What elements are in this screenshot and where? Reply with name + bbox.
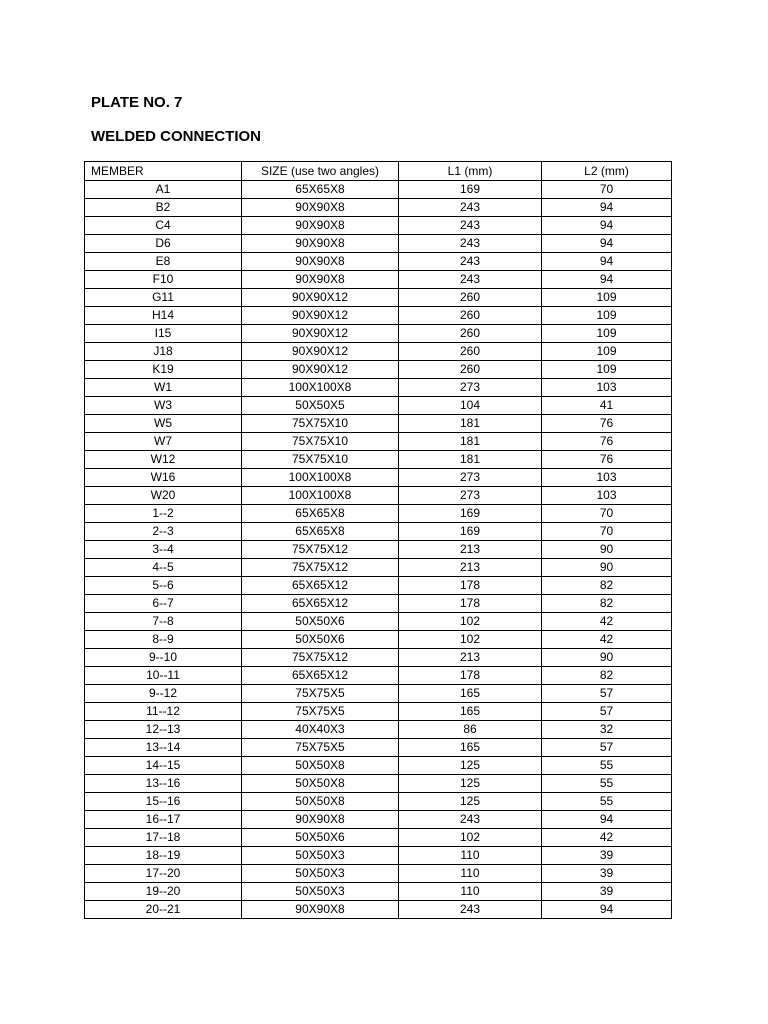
l1-cell: 243 xyxy=(399,217,542,235)
l2-cell: 55 xyxy=(542,775,672,793)
size-cell: 90X90X12 xyxy=(242,289,399,307)
member-cell: D6 xyxy=(85,235,242,253)
table-row xyxy=(85,631,672,649)
table-row xyxy=(85,757,672,775)
l2-cell: 42 xyxy=(542,829,672,847)
l2-cell: 94 xyxy=(542,253,672,271)
member-cell: W1 xyxy=(85,379,242,397)
l1-cell: 243 xyxy=(399,199,542,217)
member-cell: 15--16 xyxy=(85,793,242,811)
size-cell: 90X90X8 xyxy=(242,901,399,919)
l1-cell: 165 xyxy=(399,703,542,721)
l2-cell: 82 xyxy=(542,577,672,595)
l2-cell: 57 xyxy=(542,685,672,703)
l1-cell: 165 xyxy=(399,739,542,757)
l1-cell: 213 xyxy=(399,649,542,667)
l1-cell: 273 xyxy=(399,469,542,487)
member-cell: 18--19 xyxy=(85,847,242,865)
l2-cell: 94 xyxy=(542,217,672,235)
table-row xyxy=(85,361,672,379)
member-cell: 12--13 xyxy=(85,721,242,739)
member-cell: 1--2 xyxy=(85,505,242,523)
table-row xyxy=(85,523,672,541)
l2-cell: 39 xyxy=(542,847,672,865)
table-row xyxy=(85,235,672,253)
member-cell: 11--12 xyxy=(85,703,242,721)
member-cell: A1 xyxy=(85,181,242,199)
table-row xyxy=(85,451,672,469)
member-cell: B2 xyxy=(85,199,242,217)
l1-cell: 169 xyxy=(399,523,542,541)
welded-connection-table xyxy=(84,161,672,919)
l2-cell: 41 xyxy=(542,397,672,415)
member-cell: 6--7 xyxy=(85,595,242,613)
member-cell: 14--15 xyxy=(85,757,242,775)
l2-cell: 109 xyxy=(542,289,672,307)
size-cell: 50X50X3 xyxy=(242,883,399,901)
l1-cell: 104 xyxy=(399,397,542,415)
l2-cell: 90 xyxy=(542,559,672,577)
l2-cell: 55 xyxy=(542,757,672,775)
l1-cell: 169 xyxy=(399,505,542,523)
l2-cell: 103 xyxy=(542,469,672,487)
table-body xyxy=(85,181,672,919)
table-row xyxy=(85,343,672,361)
table-row xyxy=(85,505,672,523)
member-cell: 2--3 xyxy=(85,523,242,541)
size-cell: 50X50X8 xyxy=(242,757,399,775)
table-row xyxy=(85,217,672,235)
table-row xyxy=(85,883,672,901)
table-row xyxy=(85,325,672,343)
size-cell: 75X75X5 xyxy=(242,685,399,703)
member-cell: K19 xyxy=(85,361,242,379)
member-cell: W16 xyxy=(85,469,242,487)
table-row xyxy=(85,829,672,847)
size-cell: 50X50X6 xyxy=(242,613,399,631)
member-cell: 3--4 xyxy=(85,541,242,559)
l1-cell: 260 xyxy=(399,343,542,361)
member-cell: 4--5 xyxy=(85,559,242,577)
l2-cell: 76 xyxy=(542,433,672,451)
l2-cell: 103 xyxy=(542,379,672,397)
l2-cell: 109 xyxy=(542,307,672,325)
size-cell: 50X50X8 xyxy=(242,793,399,811)
size-cell: 65X65X12 xyxy=(242,667,399,685)
l2-cell: 82 xyxy=(542,667,672,685)
member-cell: 19--20 xyxy=(85,883,242,901)
member-cell: W7 xyxy=(85,433,242,451)
table-row xyxy=(85,577,672,595)
l1-cell: 178 xyxy=(399,595,542,613)
table-row xyxy=(85,703,672,721)
size-cell: 90X90X8 xyxy=(242,217,399,235)
table-row xyxy=(85,847,672,865)
member-cell: 8--9 xyxy=(85,631,242,649)
size-cell: 100X100X8 xyxy=(242,379,399,397)
member-cell: 5--6 xyxy=(85,577,242,595)
size-cell: 100X100X8 xyxy=(242,469,399,487)
size-cell: 75X75X10 xyxy=(242,433,399,451)
size-cell: 50X50X8 xyxy=(242,775,399,793)
member-cell: 7--8 xyxy=(85,613,242,631)
size-cell: 75X75X12 xyxy=(242,541,399,559)
member-cell: 9--12 xyxy=(85,685,242,703)
header-member: MEMBER xyxy=(85,162,242,181)
l2-cell: 82 xyxy=(542,595,672,613)
l1-cell: 273 xyxy=(399,379,542,397)
l1-cell: 102 xyxy=(399,631,542,649)
member-cell: C4 xyxy=(85,217,242,235)
l2-cell: 109 xyxy=(542,325,672,343)
size-cell: 90X90X8 xyxy=(242,811,399,829)
member-cell: W5 xyxy=(85,415,242,433)
size-cell: 65X65X8 xyxy=(242,523,399,541)
size-cell: 65X65X12 xyxy=(242,595,399,613)
member-cell: 13--14 xyxy=(85,739,242,757)
l1-cell: 181 xyxy=(399,433,542,451)
member-cell: F10 xyxy=(85,271,242,289)
size-cell: 90X90X8 xyxy=(242,253,399,271)
l2-cell: 70 xyxy=(542,505,672,523)
table-row xyxy=(85,649,672,667)
plate-title: PLATE NO. 7 xyxy=(91,94,183,111)
size-cell: 90X90X8 xyxy=(242,199,399,217)
l2-cell: 76 xyxy=(542,415,672,433)
size-cell: 50X50X6 xyxy=(242,631,399,649)
l1-cell: 243 xyxy=(399,271,542,289)
member-cell: 13--16 xyxy=(85,775,242,793)
member-cell: W20 xyxy=(85,487,242,505)
l1-cell: 178 xyxy=(399,667,542,685)
l2-cell: 109 xyxy=(542,361,672,379)
table-row xyxy=(85,559,672,577)
table-row xyxy=(85,865,672,883)
l1-cell: 243 xyxy=(399,253,542,271)
table-row xyxy=(85,793,672,811)
table-row xyxy=(85,487,672,505)
member-cell: 9--10 xyxy=(85,649,242,667)
size-cell: 65X65X12 xyxy=(242,577,399,595)
size-cell: 90X90X8 xyxy=(242,271,399,289)
l2-cell: 39 xyxy=(542,883,672,901)
l1-cell: 260 xyxy=(399,361,542,379)
size-cell: 90X90X12 xyxy=(242,325,399,343)
l2-cell: 94 xyxy=(542,811,672,829)
size-cell: 75X75X12 xyxy=(242,559,399,577)
size-cell: 65X65X8 xyxy=(242,181,399,199)
l1-cell: 110 xyxy=(399,847,542,865)
l2-cell: 42 xyxy=(542,631,672,649)
member-cell: 16--17 xyxy=(85,811,242,829)
l1-cell: 110 xyxy=(399,865,542,883)
l2-cell: 94 xyxy=(542,901,672,919)
l2-cell: 94 xyxy=(542,271,672,289)
l1-cell: 102 xyxy=(399,613,542,631)
size-cell: 75X75X5 xyxy=(242,739,399,757)
member-cell: 17--20 xyxy=(85,865,242,883)
size-cell: 75X75X10 xyxy=(242,451,399,469)
l2-cell: 70 xyxy=(542,181,672,199)
size-cell: 75X75X10 xyxy=(242,415,399,433)
table-row xyxy=(85,739,672,757)
size-cell: 100X100X8 xyxy=(242,487,399,505)
l1-cell: 110 xyxy=(399,883,542,901)
l2-cell: 57 xyxy=(542,739,672,757)
l1-cell: 213 xyxy=(399,559,542,577)
member-cell: 20--21 xyxy=(85,901,242,919)
member-cell: I15 xyxy=(85,325,242,343)
l1-cell: 125 xyxy=(399,793,542,811)
table-row xyxy=(85,721,672,739)
l2-cell: 109 xyxy=(542,343,672,361)
member-cell: W12 xyxy=(85,451,242,469)
size-cell: 50X50X5 xyxy=(242,397,399,415)
l1-cell: 125 xyxy=(399,775,542,793)
l2-cell: 57 xyxy=(542,703,672,721)
member-cell: 17--18 xyxy=(85,829,242,847)
table-row xyxy=(85,181,672,199)
l2-cell: 55 xyxy=(542,793,672,811)
table-row xyxy=(85,271,672,289)
l1-cell: 125 xyxy=(399,757,542,775)
l1-cell: 260 xyxy=(399,289,542,307)
l2-cell: 94 xyxy=(542,235,672,253)
l1-cell: 165 xyxy=(399,685,542,703)
l2-cell: 76 xyxy=(542,451,672,469)
table-row xyxy=(85,901,672,919)
table-row xyxy=(85,199,672,217)
table-row xyxy=(85,595,672,613)
member-cell: E8 xyxy=(85,253,242,271)
l2-cell: 32 xyxy=(542,721,672,739)
table-row xyxy=(85,811,672,829)
table-row xyxy=(85,433,672,451)
l1-cell: 86 xyxy=(399,721,542,739)
table-row xyxy=(85,415,672,433)
l1-cell: 213 xyxy=(399,541,542,559)
table-row xyxy=(85,469,672,487)
header-l2: L2 (mm) xyxy=(542,162,672,181)
member-cell: G11 xyxy=(85,289,242,307)
l2-cell: 90 xyxy=(542,541,672,559)
l2-cell: 94 xyxy=(542,199,672,217)
l1-cell: 243 xyxy=(399,235,542,253)
l2-cell: 42 xyxy=(542,613,672,631)
table-row xyxy=(85,541,672,559)
member-cell: W3 xyxy=(85,397,242,415)
size-cell: 65X65X8 xyxy=(242,505,399,523)
table-row xyxy=(85,289,672,307)
header-size: SIZE (use two angles) xyxy=(242,162,399,181)
size-cell: 90X90X12 xyxy=(242,343,399,361)
table-row xyxy=(85,397,672,415)
size-cell: 75X75X5 xyxy=(242,703,399,721)
header-l1: L1 (mm) xyxy=(399,162,542,181)
size-cell: 50X50X3 xyxy=(242,865,399,883)
member-cell: 10--11 xyxy=(85,667,242,685)
table-row xyxy=(85,379,672,397)
l1-cell: 260 xyxy=(399,325,542,343)
l1-cell: 273 xyxy=(399,487,542,505)
l2-cell: 103 xyxy=(542,487,672,505)
l1-cell: 102 xyxy=(399,829,542,847)
table-header-row xyxy=(85,162,672,181)
table-row xyxy=(85,685,672,703)
l2-cell: 70 xyxy=(542,523,672,541)
l1-cell: 243 xyxy=(399,901,542,919)
size-cell: 50X50X3 xyxy=(242,847,399,865)
l1-cell: 178 xyxy=(399,577,542,595)
table-row xyxy=(85,253,672,271)
l2-cell: 39 xyxy=(542,865,672,883)
size-cell: 75X75X12 xyxy=(242,649,399,667)
table-row xyxy=(85,307,672,325)
section-title: WELDED CONNECTION xyxy=(91,128,261,145)
l1-cell: 181 xyxy=(399,451,542,469)
table-row xyxy=(85,613,672,631)
size-cell: 50X50X6 xyxy=(242,829,399,847)
table-row xyxy=(85,775,672,793)
l1-cell: 260 xyxy=(399,307,542,325)
l2-cell: 90 xyxy=(542,649,672,667)
size-cell: 40X40X3 xyxy=(242,721,399,739)
table-row xyxy=(85,667,672,685)
size-cell: 90X90X12 xyxy=(242,307,399,325)
member-cell: H14 xyxy=(85,307,242,325)
l1-cell: 169 xyxy=(399,181,542,199)
member-cell: J18 xyxy=(85,343,242,361)
size-cell: 90X90X8 xyxy=(242,235,399,253)
l1-cell: 181 xyxy=(399,415,542,433)
l1-cell: 243 xyxy=(399,811,542,829)
size-cell: 90X90X12 xyxy=(242,361,399,379)
